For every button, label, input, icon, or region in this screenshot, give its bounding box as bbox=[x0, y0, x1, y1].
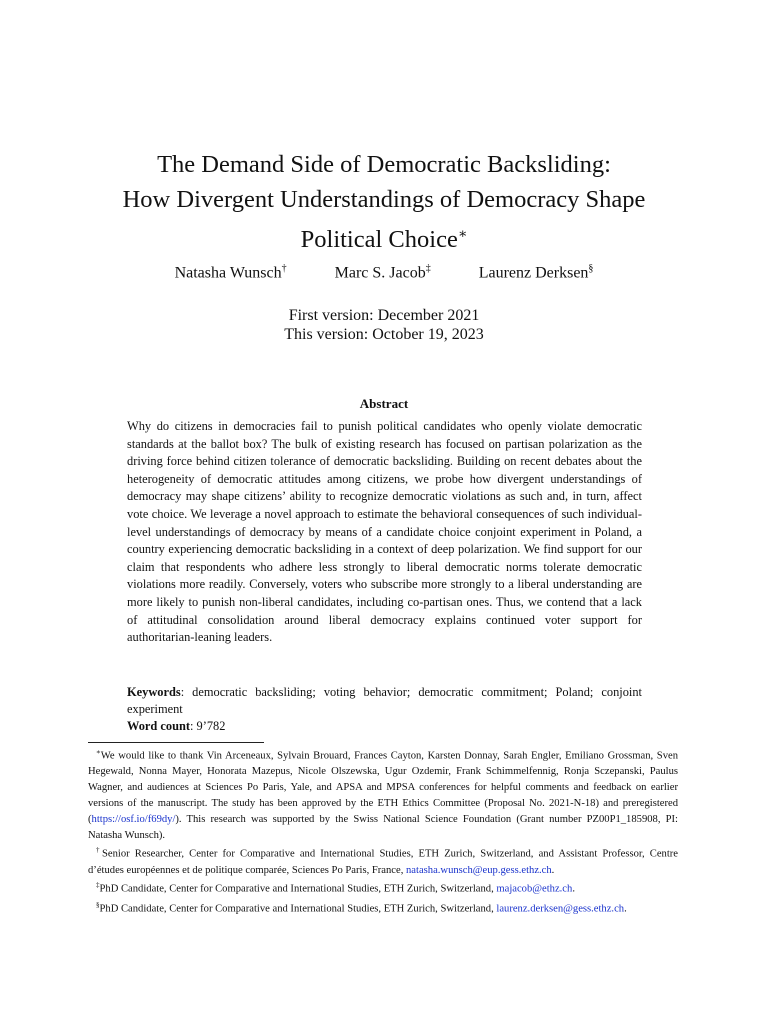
paper-title bbox=[60, 147, 708, 257]
footnote-3-mark: ‡ bbox=[96, 881, 100, 890]
version-info bbox=[120, 306, 648, 344]
footnote-author-1 bbox=[88, 843, 678, 878]
title-line-3-text: Political Choice bbox=[300, 226, 458, 254]
author-2-mark: ‡ bbox=[425, 263, 431, 274]
footnote-3-text: PhD Candidate, Center for Comparative and International Studies, ETH Zurich, Switzerland, bbox=[99, 883, 497, 895]
abstract-text: Why do citizens in democracies fail to punish political candidates who openly violate democratic standards at the ballot box? The bulk of existing research has focused on partisan polarization as the driving force behind citizen tolerance of democratic backsliding. Building on recent debates about the heterogeneity of democratic attitudes among citizens, we probe how divergent understandings of democracy may shape citizens’ ability to recognize democratic violations as such and, in turn, affect vote choice. We leverage a novel approach to estimate the behavioral consequences of such individual-level understandings of democracy by means of a candidate choice conjoint experiment in Poland, a country experiencing democratic backsliding in a context of deep polarization. We find support for our claim that respondents who adhere less strongly to liberal democratic norms tolerate democratic violations more readily. Conversely, voters who subscribe more strongly to a liberal understanding are more likely to punish non-liberal candidates, including co-partisan ones. Thus, we contend that a lack of attitudinal consolidation around liberal democracy explains continued voter support for authoritarian-leaning leaders. bbox=[127, 419, 642, 645]
title-line-3 bbox=[60, 217, 708, 257]
first-version: First version: December 2021 bbox=[288, 307, 480, 324]
footnote-author-3 bbox=[88, 898, 678, 917]
footnote-divider bbox=[88, 742, 264, 743]
keywords-text: : democratic backsliding; voting behavior; democratic commitment; Poland; conjoint experiment bbox=[127, 685, 642, 716]
current-version: This version: October 19, 2023 bbox=[284, 326, 484, 343]
author-3-mark: § bbox=[588, 263, 594, 274]
footnote-author-2 bbox=[88, 878, 678, 897]
footnotes bbox=[88, 745, 678, 917]
author-list bbox=[120, 263, 648, 282]
preregistration-link[interactable]: https://osf.io/f69dy/ bbox=[91, 813, 176, 825]
footnote-2-end: . bbox=[551, 864, 555, 876]
author-1-mark: † bbox=[281, 263, 287, 274]
word-count-line bbox=[127, 718, 642, 735]
author-2 bbox=[335, 263, 431, 282]
footnote-1-text-a: We would like to thank Vin Arceneaux, Sylvain Brouard, Frances Cayton, Karsten Donnay, Sarah Engler, Emiliano Grossman, Sven Hegewald, Nonna Mayer, Honorata Mazepus, Nicole Olszewska, Ugur Ozdemir, Frank Schimmelfennig, Ronja Sczepanski, Paulus Wagner, and audiences at Sciences Po Paris, Yale, and APSA and MPSA conferences for helpful comments and feedback on earlier versions of the manuscript. The study has been approved by the ETH Ethics Committee (Proposal No. 2021-N-18) and preregistered ( bbox=[88, 750, 678, 825]
footnote-2-mark: † bbox=[96, 846, 102, 855]
footnote-4-text: PhD Candidate, Center for Comparative and International Studies, ETH Zurich, Switzerland, bbox=[99, 903, 497, 915]
footnote-3-end: . bbox=[572, 883, 575, 895]
keywords-line bbox=[127, 684, 642, 718]
footnote-acknowledgements bbox=[88, 745, 678, 843]
word-count-value: : 9’782 bbox=[190, 719, 226, 733]
footnote-4-mark: § bbox=[96, 900, 100, 909]
footnote-2-text: Senior Researcher, Center for Comparative and International Studies, ETH Zurich, Switzerland, and Assistant Professor, Centre d’études européennes et de politique comparée, Sciences Po Paris, France, bbox=[88, 848, 678, 876]
author-1-email-link[interactable]: natasha.wunsch@eup.gess.ethz.ch bbox=[406, 864, 552, 876]
keywords-label: Keywords bbox=[127, 685, 181, 699]
author-3-email-link[interactable]: laurenz.derksen@gess.ethz.ch bbox=[496, 903, 625, 915]
author-2-email-link[interactable]: majacob@ethz.ch bbox=[496, 883, 573, 895]
keywords-block bbox=[127, 684, 642, 735]
author-2-name: Marc S. Jacob bbox=[334, 264, 426, 282]
title-line-1: The Demand Side of Democratic Backsliding: bbox=[157, 151, 611, 178]
author-3 bbox=[479, 263, 594, 282]
word-count-label: Word count bbox=[127, 719, 190, 733]
footnote-1-text-b: ). This research was supported by the Swiss National Science Foundation (Grant number PZ00P1_185908, PI: Natasha Wunsch). bbox=[88, 813, 678, 841]
title-line-2: How Divergent Understandings of Democracy Shape bbox=[122, 186, 646, 213]
abstract-heading: Abstract bbox=[359, 396, 409, 411]
author-1 bbox=[175, 263, 287, 282]
title-footnote-mark: ∗ bbox=[457, 227, 468, 242]
footnote-4-end: . bbox=[624, 903, 627, 915]
footnote-1-mark: ∗ bbox=[96, 748, 101, 756]
author-3-name: Laurenz Derksen bbox=[478, 264, 589, 282]
author-1-name: Natasha Wunsch bbox=[174, 264, 282, 282]
